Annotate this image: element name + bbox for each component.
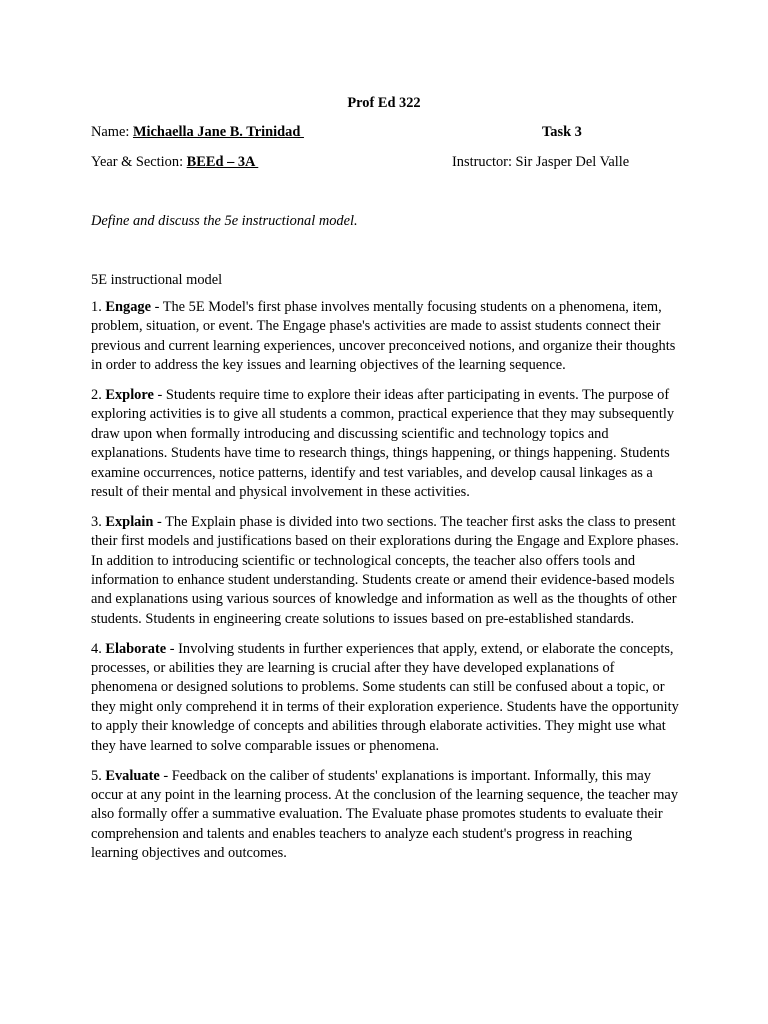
phase-number: 4. xyxy=(91,640,106,657)
phase-term: Explore xyxy=(105,387,154,404)
instructor-label: Instructor: Sir Jasper Del Valle xyxy=(452,154,630,170)
phase-number: 1. xyxy=(91,299,106,315)
phase-term: Elaborate xyxy=(105,640,167,657)
phase-description: - Students require time to explore their ideas after participating in events. The purpose of exploring activities is to give all students a common, practical experience that they may subsequently draw upon when formally introducing and discussing scientific and technology topics and explanations. Students have time to research things, things happening, or things happening. Students examine occurrences, notice patterns, identify and test variables, and develop causal linkages as a result of their mental and physical involvement in these activities. xyxy=(91,387,675,501)
phase-paragraph-explain xyxy=(91,513,681,629)
name-value: Michaella Jane B. Trinidad xyxy=(132,124,304,140)
course-title: Prof Ed 322 xyxy=(347,95,421,111)
phase-description: - Involving students in further experiences that apply, extend, or elaborate the concepts, processes, or abilities they are learning is crucial after they have developed explanations of phenomena or designed solutions to problems. Some students can still be confused about a topic, or they might only comprehend it in terms of their exploration experience. Students have the opportunity to apply their knowledge of concepts and abilities through elaborate activities. They might use what they have learned to solve comparable issues or phenomena. xyxy=(91,640,679,754)
phase-term: Explain xyxy=(105,513,154,530)
phase-description: - The 5E Model's first phase involves mentally focusing students on a phenomena, item, problem, situation, or event. The Engage phase's activities are made to assist students connect their previous and current learning experiences, uncover preconceived notions, and organize their thoughts in order to address the key issues and learning objectives of the learning sequence. xyxy=(91,299,676,374)
phase-paragraph-explore xyxy=(91,386,681,502)
phases-list xyxy=(91,298,681,874)
task-label: Task 3 xyxy=(542,124,582,140)
phase-paragraph-engage xyxy=(91,298,681,376)
name-label: Name: xyxy=(91,124,133,140)
phase-number: 2. xyxy=(91,387,106,404)
phase-description: - Feedback on the caliber of students' explanations is important. Informally, this may occur at any point in the learning process. At the conclusion of the learning sequence, the teacher may also formally offer a summative evaluation. The Evaluate phase promotes students to evaluate their comprehension and talents and enables teachers to analyze each student's progress in reaching learning objectives and outcomes. xyxy=(91,767,679,862)
phase-paragraph-elaborate xyxy=(91,640,681,756)
section-row xyxy=(91,153,258,171)
phase-term: Engage xyxy=(105,299,151,315)
name-row xyxy=(91,123,304,141)
assignment-prompt: Define and discuss the 5e instructional model. xyxy=(91,213,358,229)
section-heading: 5E instructional model xyxy=(91,272,223,288)
phase-number: 5. xyxy=(91,767,106,784)
phase-description: - The Explain phase is divided into two sections. The teacher first asks the class to present their first models and justifications based on their explorations during the Engage and Explore phases. In addition to introducing scientific or technological concepts, the teacher also offers tools and information to enhance student understanding. Students create or amend their evidence-based models and explanations using various sources of knowledge and information as well as the thoughts of other students. Students in engineering create solutions to issues based on pre-established standards. xyxy=(91,513,679,627)
section-label: Year & Section: xyxy=(91,154,187,170)
phase-paragraph-evaluate xyxy=(91,767,681,864)
phase-term: Evaluate xyxy=(105,767,160,784)
section-value: BEEd – 3A xyxy=(186,154,259,170)
phase-number: 3. xyxy=(91,513,106,530)
